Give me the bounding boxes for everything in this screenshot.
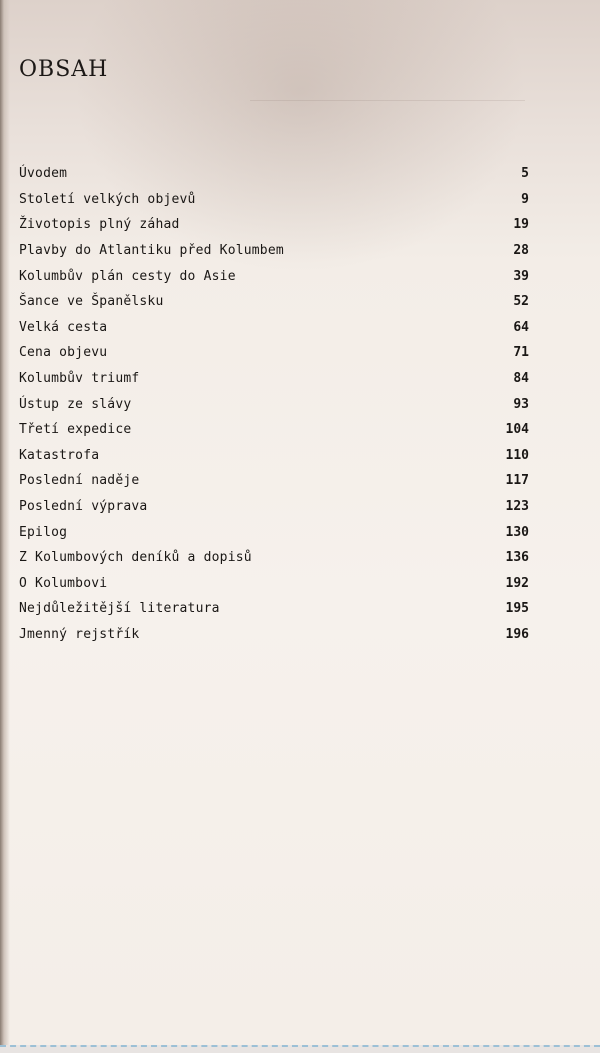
toc-entry-page: 93 (513, 396, 529, 412)
toc-entry (19, 212, 529, 238)
page-bottom-edge (0, 1045, 600, 1053)
toc-entry-title: Velká cesta (19, 319, 108, 335)
toc-entry-page: 104 (505, 422, 529, 438)
toc-entry-title: Poslední výprava (19, 499, 148, 515)
toc-entry-title: Životopis plný záhad (19, 217, 180, 233)
spine-shadow (0, 0, 10, 1053)
toc-entry (19, 545, 529, 571)
toc-entry-title: Cena objevu (19, 345, 108, 361)
bleed-through-rule (250, 100, 525, 101)
toc-entry (19, 622, 529, 648)
toc-entry-title: Poslední naděje (19, 473, 140, 489)
toc-entry-title: Kolumbův plán cesty do Asie (19, 268, 236, 284)
toc-entry-page: 52 (513, 294, 529, 310)
toc-entry-title: Jmenný rejstřík (19, 626, 140, 642)
toc-entry (19, 571, 529, 597)
toc-entry (19, 468, 529, 494)
toc-entry-title: Nejdůležitější literatura (19, 601, 220, 617)
toc-entry (19, 187, 529, 213)
toc-entry-title: Plavby do Atlantiku před Kolumbem (19, 243, 284, 259)
toc-entry-title: Třetí expedice (19, 422, 132, 438)
toc-entry-page: 110 (505, 447, 529, 463)
toc-entry (19, 596, 529, 622)
page-title: OBSAH (19, 57, 109, 82)
toc-entry-page: 130 (505, 524, 529, 540)
toc-entry-page: 123 (505, 499, 529, 515)
toc-entry (19, 391, 529, 417)
toc-entry (19, 340, 529, 366)
toc-entry-title: Epilog (19, 524, 68, 540)
toc-entry-title: Šance ve Španělsku (19, 294, 164, 310)
toc-entry-page: 39 (513, 268, 529, 284)
toc-entry-title: Ústup ze slávy (19, 396, 132, 412)
toc-entry (19, 443, 529, 469)
toc-entry (19, 417, 529, 443)
toc-entry-page: 196 (505, 626, 529, 642)
toc-entry-title: Úvodem (19, 166, 68, 182)
toc-entry-page: 136 (505, 550, 529, 566)
toc-entry-page: 28 (513, 243, 529, 259)
toc-entry (19, 366, 529, 392)
toc-entry (19, 263, 529, 289)
toc-entry-title: Kolumbův triumf (19, 371, 140, 387)
toc-entry-page: 71 (513, 345, 529, 361)
toc-entry-page: 192 (505, 575, 529, 591)
toc-entry-page: 9 (521, 191, 529, 207)
toc-entry-title: Z Kolumbových deníků a dopisů (19, 550, 252, 566)
table-of-contents (19, 161, 529, 647)
toc-entry-page: 117 (505, 473, 529, 489)
toc-entry-title: Století velkých objevů (19, 191, 196, 207)
toc-entry (19, 519, 529, 545)
toc-entry (19, 161, 529, 187)
toc-entry-title: O Kolumbovi (19, 575, 108, 591)
toc-entry-page: 19 (513, 217, 529, 233)
toc-entry (19, 289, 529, 315)
toc-entry (19, 238, 529, 264)
toc-entry-page: 195 (505, 601, 529, 617)
toc-entry-page: 5 (521, 166, 529, 182)
toc-entry (19, 315, 529, 341)
toc-entry-title: Katastrofa (19, 447, 100, 463)
toc-entry-page: 64 (513, 319, 529, 335)
toc-entry (19, 494, 529, 520)
toc-entry-page: 84 (513, 371, 529, 387)
